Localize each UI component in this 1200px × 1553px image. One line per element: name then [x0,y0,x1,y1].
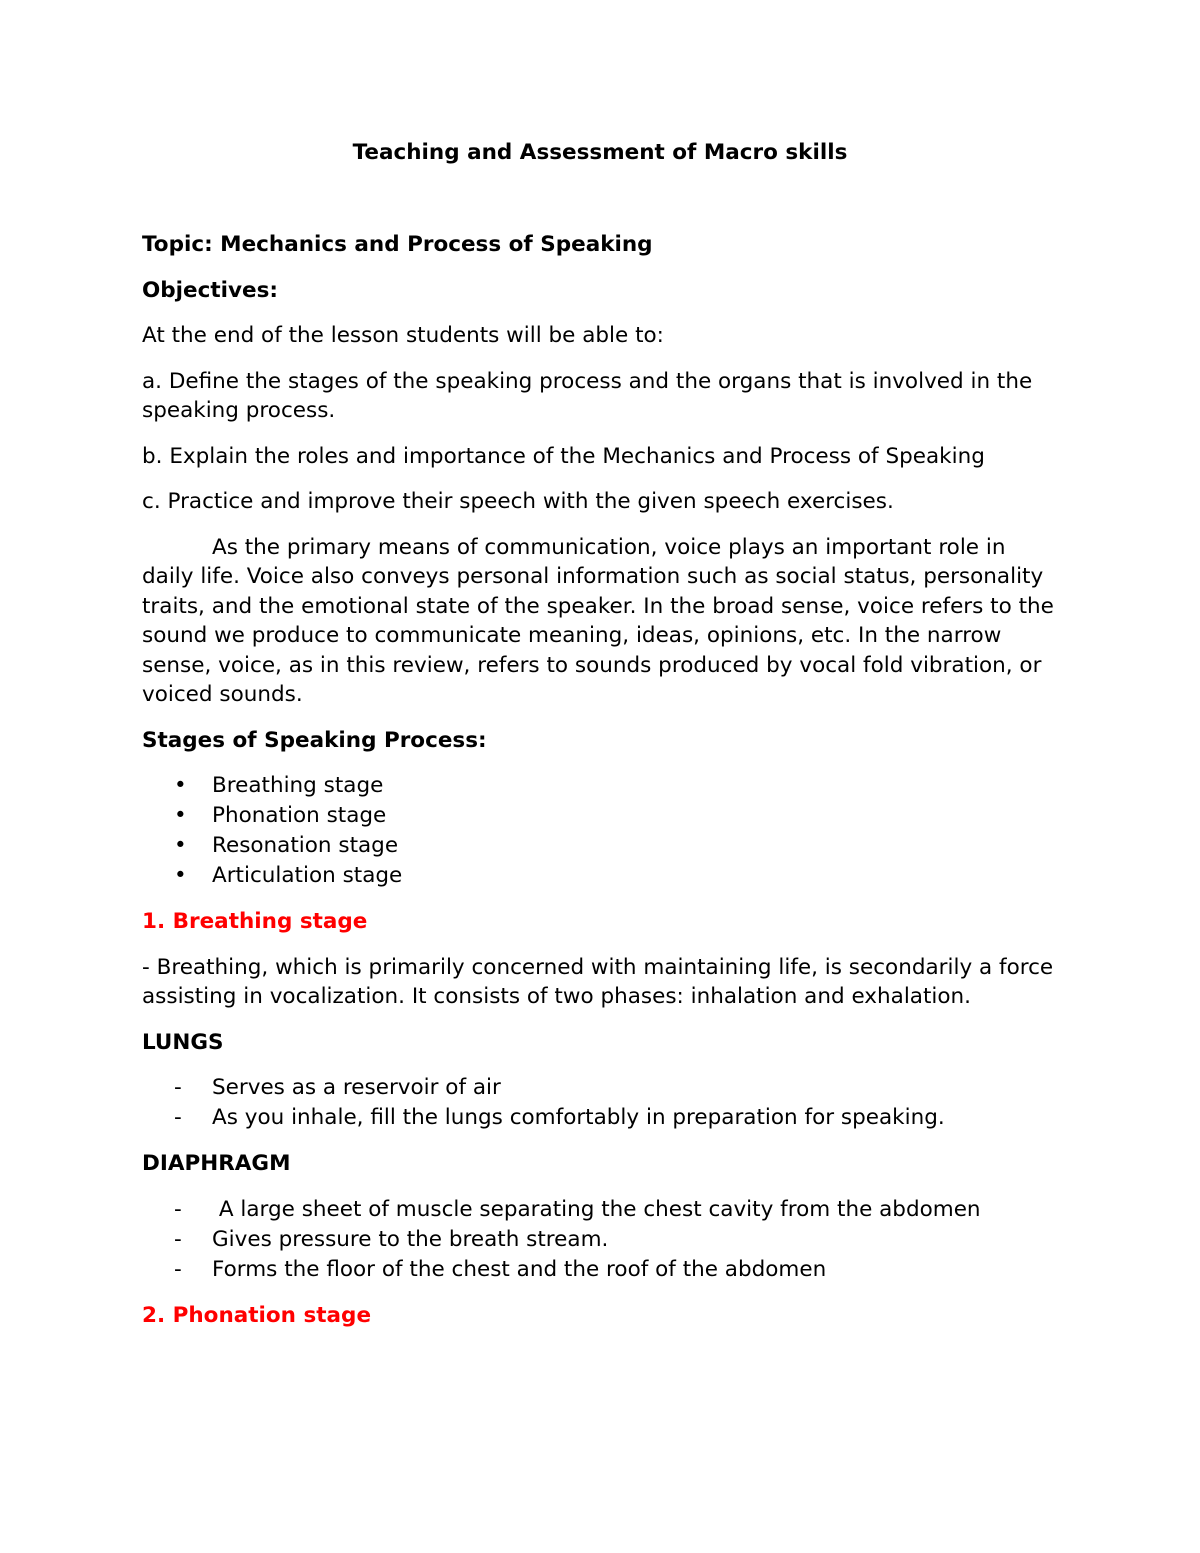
dash-icon: - [174,1256,182,1282]
list-item [142,1195,1062,1225]
section-heading-breathing: 1. Breathing stage [142,909,368,934]
list-item [142,831,1062,861]
bullet-icon: • [174,773,187,798]
document-title: Teaching and Assessment of Macro skills [352,140,848,165]
document-body [142,230,1062,1330]
bullet-icon: • [174,833,187,858]
dash-icon: - [174,1226,182,1252]
objectives-heading: Objectives: [142,277,279,303]
dash-icon: - [174,1196,182,1222]
bullet-icon: • [174,863,187,888]
diaphragm-list [142,1195,1062,1285]
stages-heading: Stages of Speaking Process: [142,727,487,753]
objectives-intro: At the end of the lesson students will be able to: [142,323,664,348]
stages-list [142,771,1062,891]
objective-a: a. Define the stages of the speaking process and the organs that is involved in the speaking process. [142,368,1033,423]
lungs-list [142,1073,1062,1133]
list-item [142,801,1062,831]
list-item [142,861,1062,891]
lungs-heading: LUNGS [142,1029,224,1055]
dash-icon: - [174,1075,182,1100]
list-item [142,771,1062,801]
diaphragm-item-label: Gives pressure to the breath stream. [212,1226,609,1252]
list-item [142,1225,1062,1255]
section-heading-phonation: 2. Phonation stage [142,1302,372,1328]
stage-label: Phonation stage [212,803,387,828]
topic-heading: Topic: Mechanics and Process of Speaking [142,232,653,257]
bullet-icon: • [174,803,187,828]
stage-label: Resonation stage [212,833,399,858]
diaphragm-item-label: A large sheet of muscle separating the chest cavity from the abdomen [212,1196,981,1222]
lungs-item-label: As you inhale, fill the lungs comfortably in preparation for speaking. [212,1105,945,1130]
diaphragm-heading: DIAPHRAGM [142,1151,291,1176]
lungs-item-label: Serves as a reservoir of air [212,1075,501,1100]
stage-label: Articulation stage [212,863,403,888]
intro-paragraph: As the primary means of communication, voice plays an important role in daily life. Voice also conveys personal information such as social status, personality traits, and the emotional state of the speaker. In the broad sense, voice refers to the sound we produce to communicate meaning, ideas, opinions, etc. In the narrow sense, voice, as in this review, refers to sounds produced by vocal fold vibration, or voiced sounds. [142,534,1054,707]
dash-icon: - [174,1105,182,1130]
list-item [142,1103,1062,1133]
diaphragm-item-label: Forms the floor of the chest and the roof of the abdomen [212,1256,827,1282]
list-item [142,1255,1062,1285]
breathing-description: - Breathing, which is primarily concerned with maintaining life, is secondarily a force assisting in vocalization. It consists of two phases: inhalation and exhalation. [142,954,1054,1009]
stage-label: Breathing stage [212,773,384,798]
objective-c: c. Practice and improve their speech with the given speech exercises. [142,489,894,514]
objective-b: b. Explain the roles and importance of the Mechanics and Process of Speaking [142,443,985,469]
list-item [142,1073,1062,1103]
